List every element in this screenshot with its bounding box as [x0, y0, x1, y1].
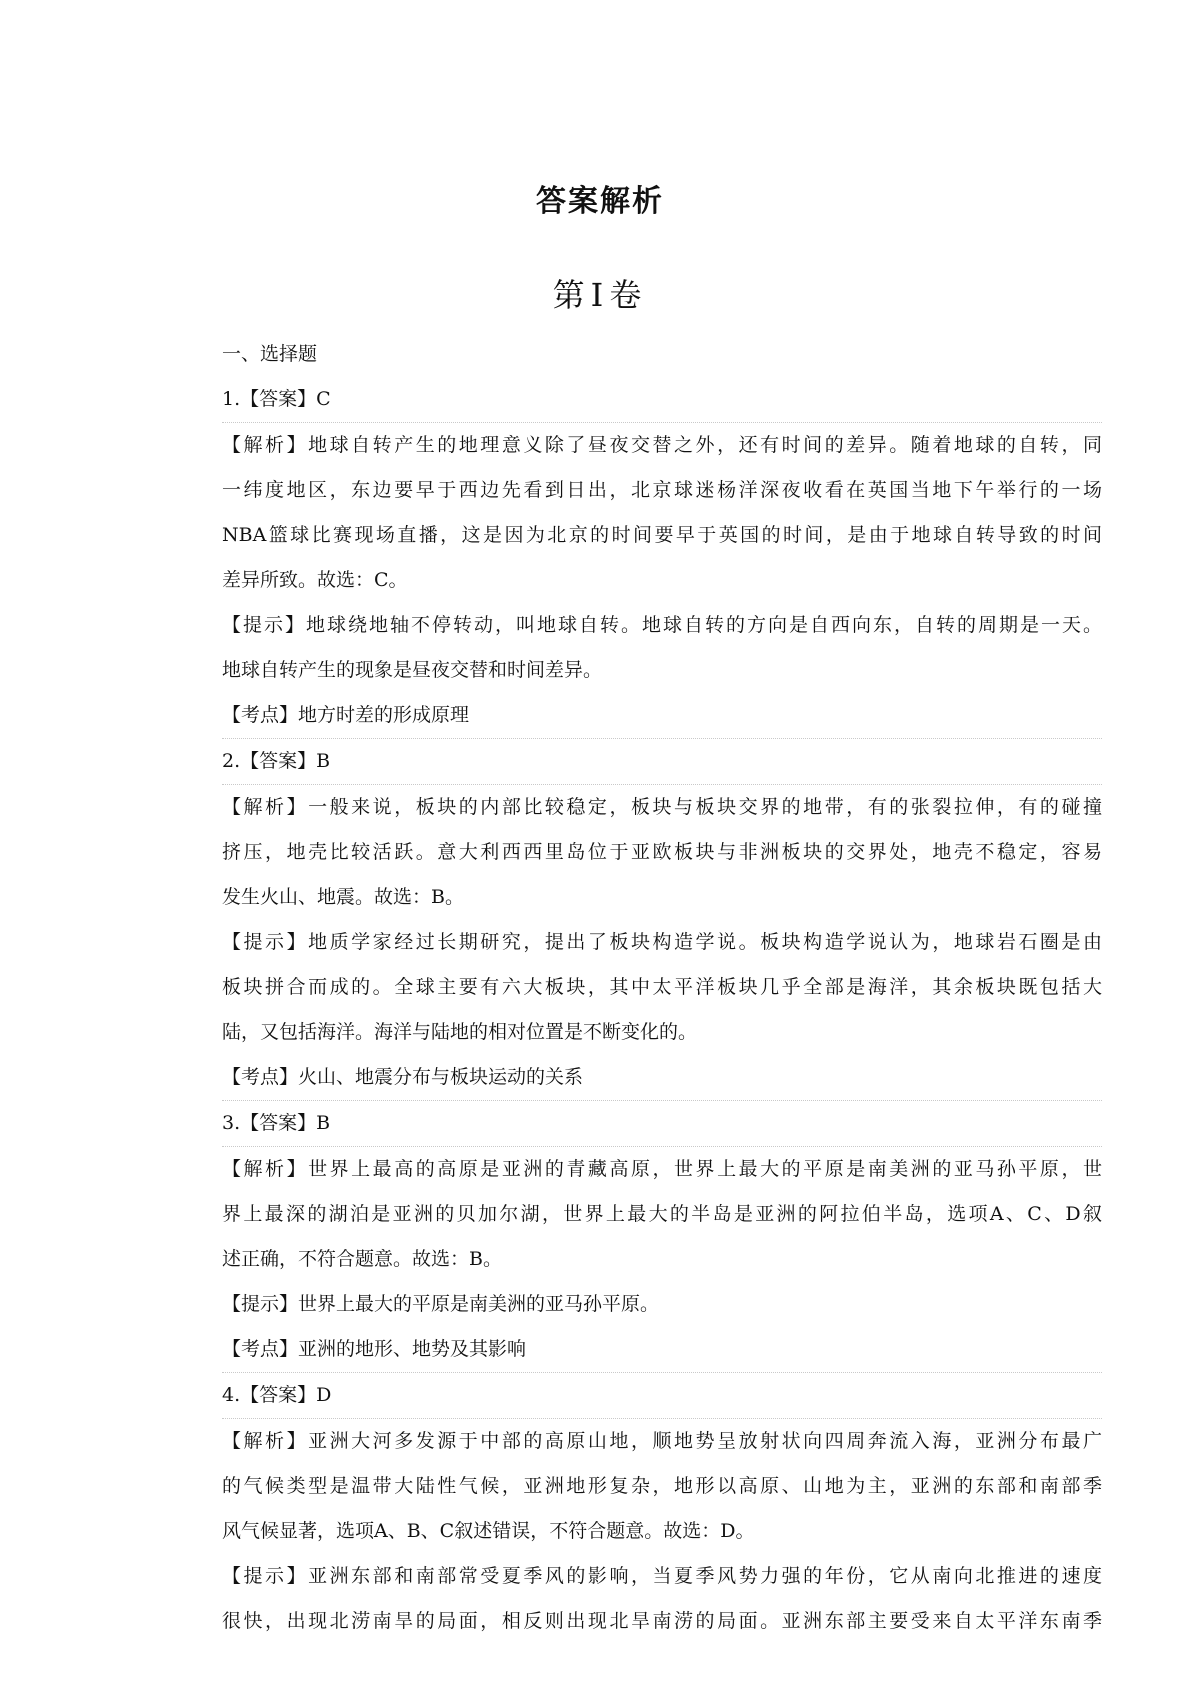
analysis-line: 【解析】地球自转产生的地理意义除了昼夜交替之外，还有时间的差异。随着地球的自转，同	[222, 434, 1102, 456]
volume-heading: 第Ⅰ卷	[552, 276, 648, 314]
analysis-line: 挤压，地壳比较活跃。意大利西西里岛位于亚欧板块与非洲板块的交界处，地壳不稳定，容易	[222, 841, 1102, 863]
hint-line: 陆，又包括海洋。海洋与陆地的相对位置是不断变化的。	[222, 1021, 698, 1043]
hint-line: 板块拼合而成的。全球主要有六大板块，其中太平洋板块几乎全部是海洋，其余板块既包括大	[222, 976, 1102, 998]
analysis-line: 【解析】一般来说，板块的内部比较稳定，板块与板块交界的地带，有的张裂拉伸，有的碰撞	[222, 796, 1102, 818]
analysis-line: 一纬度地区，东边要早于西边先看到日出，北京球迷杨洋深夜收看在英国当地下午举行的一场	[222, 479, 1102, 501]
hint-line: 【提示】世界上最大的平原是南美洲的亚马孙平原。	[222, 1293, 660, 1315]
analysis-line: 发生火山、地震。故选：B。	[222, 886, 464, 908]
analysis-line: 【解析】世界上最高的高原是亚洲的青藏高原，世界上最大的平原是南美洲的亚马孙平原，世	[222, 1158, 1102, 1180]
answer-label-3: 3.【答案】B	[222, 1101, 1102, 1147]
exam-point-3: 【考点】亚洲的地形、地势及其影响	[222, 1327, 1102, 1373]
answer-label-2: 2.【答案】B	[222, 739, 1102, 785]
analysis-line: 风气候显著，选项A、B、C叙述错误，不符合题意。故选：D。	[222, 1520, 755, 1542]
hint-line: 【提示】地球绕地轴不停转动，叫地球自转。地球自转的方向是自西向东，自转的周期是一天。	[222, 614, 1102, 636]
answer-content	[222, 332, 1102, 1644]
page-title: 答案解析	[536, 184, 664, 219]
analysis-line: 述正确，不符合题意。故选：B。	[222, 1248, 502, 1270]
hint-line: 很快，出现北涝南旱的局面，相反则出现北旱南涝的局面。亚洲东部主要受来自太平洋东南季	[222, 1610, 1102, 1632]
hint-line: 【提示】亚洲东部和南部常受夏季风的影响，当夏季风势力强的年份，它从南向北推进的速度	[222, 1565, 1102, 1587]
hint-line: 【提示】地质学家经过长期研究，提出了板块构造学说。板块构造学说认为，地球岩石圈是由	[222, 931, 1102, 953]
exam-point-2: 【考点】火山、地震分布与板块运动的关系	[222, 1055, 1102, 1101]
analysis-line: NBA篮球比赛现场直播，这是因为北京的时间要早于英国的时间，是由于地球自转导致的时间	[222, 524, 1102, 546]
section-heading: 一、选择题	[222, 343, 318, 365]
analysis-line: 界上最深的湖泊是亚洲的贝加尔湖，世界上最大的半岛是亚洲的阿拉伯半岛，选项A、C、D叙	[222, 1203, 1102, 1225]
exam-point-1: 【考点】地方时差的形成原理	[222, 693, 1102, 739]
analysis-line: 【解析】亚洲大河多发源于中部的高原山地，顺地势呈放射状向四周奔流入海，亚洲分布最广	[222, 1430, 1102, 1452]
answer-label-1: 1.【答案】C	[222, 377, 1102, 423]
answer-label-4: 4.【答案】D	[222, 1373, 1102, 1419]
analysis-line: 的气候类型是温带大陆性气候，亚洲地形复杂，地形以高原、山地为主，亚洲的东部和南部季	[222, 1475, 1102, 1497]
hint-line: 地球自转产生的现象是昼夜交替和时间差异。	[222, 659, 603, 681]
analysis-line: 差异所致。故选：C。	[222, 569, 408, 591]
